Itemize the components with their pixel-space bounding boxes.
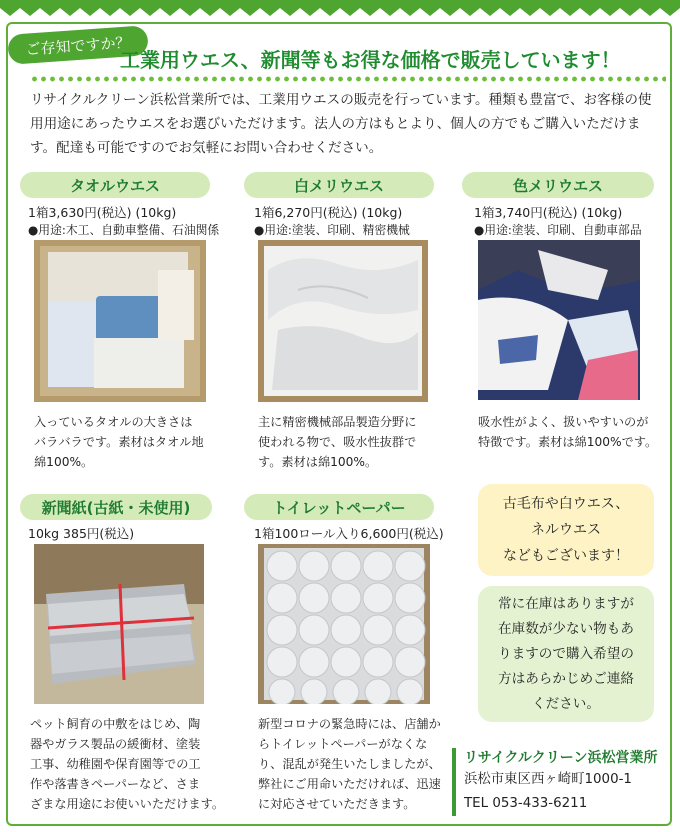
note-line: 古毛布や白ウエス、 bbox=[502, 496, 630, 512]
intro-text: リサイクルクリーン浜松営業所では、工業用ウエスの販売を行っています。種類も豊富で、お客様の使用用途にあったウエスをお選びいただけます。法人の方はもとより、個人の方でもご購入いただけます。配達も可能ですのでお気軽にお問い合わせください。 bbox=[30, 92, 652, 156]
desc-line: 弊社にご用命いただければ、迅速 bbox=[258, 777, 441, 791]
product-title-white-knit: 白メリウエス bbox=[244, 172, 434, 198]
product-use-towel: ●用途:木工、自動車整備、石油関係 bbox=[28, 223, 220, 237]
product-desc-white-knit bbox=[258, 412, 454, 472]
note-line: 方はあらかじめご連絡 bbox=[498, 670, 634, 687]
headline: 工業用ウエス、新聞等もお得な価格で販売しています！ bbox=[120, 48, 621, 72]
product-desc-color-knit bbox=[478, 412, 668, 452]
desc-line: らトイレットペーパーがなくな bbox=[258, 737, 428, 751]
desc-line: 入っているタオルの大きさは bbox=[34, 415, 193, 429]
desc-line: ざまな用途にお使いいただけます。 bbox=[30, 797, 225, 811]
product-desc-toilet-paper bbox=[258, 714, 454, 814]
product-use-color-knit: ●用途:塗装、印刷、自動車部品 bbox=[474, 223, 642, 237]
product-price-white-knit: 1箱6,270円(税込) (10kg) bbox=[254, 205, 403, 220]
product-title-toilet-paper: トイレットペーパー bbox=[244, 494, 434, 520]
note-line: りますので購入希望の bbox=[498, 645, 634, 662]
product-price-newspaper: 10kg 385円(税込) bbox=[28, 526, 135, 541]
note-line: 常に在庫はありますが bbox=[498, 595, 634, 612]
desc-line: 新型コロナの緊急時には、店舗か bbox=[258, 717, 441, 731]
product-price-toilet-paper: 1箱100ロール入り6,600円(税込) bbox=[254, 526, 444, 541]
company-phone[interactable]: TEL 053-433-6211 bbox=[464, 796, 588, 811]
stock-note bbox=[478, 586, 654, 722]
zigzag-border bbox=[0, 0, 680, 18]
desc-line: バラバラです。素材はタオル地 bbox=[34, 435, 204, 449]
product-price-color-knit: 1箱3,740円(税込) (10kg) bbox=[474, 205, 623, 220]
desc-line: り、混乱が発生いたしましたが、 bbox=[258, 757, 441, 771]
desc-line: 作や落書きペーパーなど、さま bbox=[30, 777, 201, 791]
desc-line: 器やガラス製品の緩衝材、塗装 bbox=[30, 737, 201, 751]
did-you-know-badge: ご存知ですか？ bbox=[7, 25, 149, 65]
desc-line: ペット飼育の中敷をはじめ、陶 bbox=[30, 717, 201, 731]
toilet-paper-rolls-photo bbox=[258, 544, 430, 704]
desc-line: 工事、幼稚園や保育園等での工 bbox=[30, 757, 201, 771]
note-line: ネルウエス bbox=[530, 522, 601, 538]
company-address: 浜松市東区西ヶ崎町1000-1 bbox=[464, 772, 632, 787]
note-line: 在庫数が少ない物もあ bbox=[498, 620, 634, 637]
desc-line: す。素材は綿100%。 bbox=[258, 455, 378, 469]
company-info bbox=[452, 748, 674, 816]
product-title-color-knit: 色メリウエス bbox=[462, 172, 654, 198]
dotted-divider bbox=[30, 76, 666, 82]
desc-line: に対応させていただきます。 bbox=[258, 797, 416, 811]
towel-rags-photo bbox=[34, 240, 206, 402]
product-title-newspaper: 新聞紙(古紙・未使用) bbox=[20, 494, 212, 520]
product-title-towel: タオルウエス bbox=[20, 172, 210, 198]
white-knit-rags-photo bbox=[258, 240, 428, 402]
note-line: ください。 bbox=[532, 695, 600, 712]
color-knit-rags-photo bbox=[478, 240, 640, 400]
note-line: などもございます！ bbox=[502, 548, 629, 564]
other-products-note bbox=[478, 484, 654, 576]
newspaper-bundle-photo bbox=[34, 544, 204, 704]
product-price-towel: 1箱3,630円(税込) (10kg) bbox=[28, 205, 177, 220]
desc-line: 特徴です。素材は綿100%です。 bbox=[478, 435, 658, 449]
product-use-white-knit: ●用途:塗装、印刷、精密機械 bbox=[254, 223, 410, 237]
product-desc-towel bbox=[34, 412, 224, 472]
product-desc-newspaper bbox=[30, 714, 240, 814]
desc-line: 使われる物で、吸水性抜群で bbox=[258, 435, 417, 449]
desc-line: 主に精密機械部品製造分野に bbox=[258, 415, 417, 429]
desc-line: 綿100%。 bbox=[34, 455, 94, 469]
desc-line: 吸水性がよく、扱いやすいのが bbox=[478, 415, 649, 429]
company-name: リサイクルクリーン浜松営業所 bbox=[464, 750, 658, 766]
